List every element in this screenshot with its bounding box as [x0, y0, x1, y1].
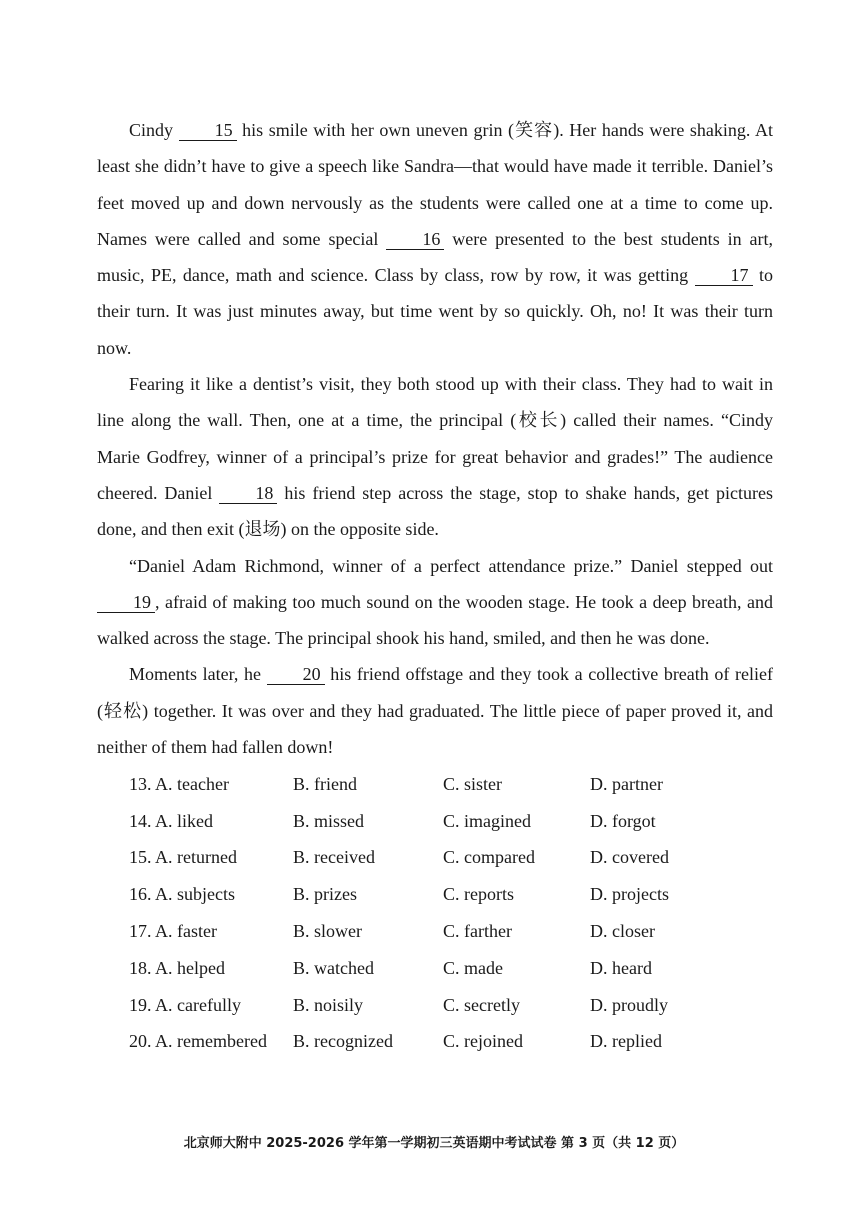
- passage-text: Moments later, he: [129, 664, 267, 685]
- option-a: 19. A. carefully: [129, 994, 241, 1015]
- passage-text: Fearing it like a dentist’s visit, they both stood up with their class. They had to wait in line along the wall. Then, one at a time, the principal (校长) called their names. “Cindy Marie Godfrey, winner of a principal’s prize for great behavior and grades!” The audience cheered. Daniel: [97, 374, 773, 503]
- option-a: 20. A. remembered: [129, 1031, 267, 1052]
- question-row: [129, 1024, 729, 1061]
- option-b: B. slower: [293, 921, 362, 942]
- passage-text: “Daniel Adam Richmond, winner of a perfect attendance prize.” Daniel stepped out: [129, 555, 773, 576]
- option-d: D. projects: [590, 884, 669, 905]
- option-d: D. proudly: [590, 994, 668, 1015]
- question-row: [129, 913, 729, 950]
- passage-text: , afraid of making too much sound on the wooden stage. He took a deep breath, and walked across the stage. The principal shook his hand, smiled, and then he was done.: [97, 591, 773, 649]
- page-footer: 北京师大附中 2025-2026 学年第一学期初三英语期中考试试卷 第 3 页（共 12 页）: [183, 1136, 685, 1151]
- option-a: 13. A. teacher: [129, 773, 229, 794]
- question-row: [129, 876, 729, 913]
- option-d: D. replied: [590, 1031, 662, 1052]
- blank-18: 18: [219, 483, 277, 504]
- question-row: [129, 766, 729, 803]
- option-b: B. watched: [293, 957, 374, 978]
- answer-options: [129, 766, 729, 1060]
- option-b: B. missed: [293, 810, 365, 831]
- option-b: B. prizes: [293, 884, 357, 905]
- option-a: 17. A. faster: [129, 921, 217, 942]
- passage-text: were presented to the best students in art, music, PE, dance, math and science. Class by class, row by row, it was getting: [97, 228, 773, 286]
- option-b: B. recognized: [293, 1031, 393, 1052]
- option-d: D. closer: [590, 921, 655, 942]
- paragraph-1: [97, 112, 773, 366]
- paragraph-4: [97, 656, 773, 765]
- blank-16: 16: [386, 229, 444, 250]
- question-row: [129, 840, 729, 877]
- paragraph-3: [97, 548, 773, 657]
- option-b: B. received: [293, 847, 375, 868]
- passage-text: to their turn. It was just minutes away, but time went by so quickly. Oh, no! It was their turn now.: [97, 265, 773, 358]
- option-b: B. friend: [293, 773, 357, 794]
- option-c: C. compared: [443, 847, 535, 868]
- option-b: B. noisily: [293, 994, 364, 1015]
- question-row: [129, 803, 729, 840]
- option-d: D. covered: [590, 847, 669, 868]
- option-d: D. partner: [590, 773, 663, 794]
- passage-text: his smile with her own uneven grin (笑容). Her hands were shaking. At least she didn’t have to give a speech like Sandra—that would have made it terrible. Daniel’s feet moved up and down nervously as the students were called one at a time to come up. Names were called and some special: [97, 120, 773, 249]
- passage-text: his friend offstage and they took a collective breath of relief (轻松) together. It was over and they had graduated. The little piece of paper proved it, and neither of them had fallen down!: [97, 664, 773, 758]
- question-row: [129, 987, 729, 1024]
- option-a: 15. A. returned: [129, 847, 237, 868]
- option-c: C. farther: [443, 921, 512, 942]
- option-c: C. reports: [443, 884, 514, 905]
- passage-text: Cindy: [129, 120, 179, 140]
- option-c: C. sister: [443, 773, 503, 794]
- blank-19: 19: [97, 592, 155, 613]
- blank-15: 15: [179, 120, 237, 141]
- option-a: 16. A. subjects: [129, 884, 235, 905]
- option-c: C. made: [443, 957, 503, 978]
- option-d: D. forgot: [590, 810, 656, 831]
- option-c: C. secretly: [443, 994, 520, 1015]
- passage-text: his friend step across the stage, stop to shake hands, get pictures done, and then exit (退场) on the opposite side.: [97, 482, 773, 540]
- blank-17: 17: [695, 265, 753, 286]
- blank-20: 20: [267, 664, 325, 685]
- option-a: 14. A. liked: [129, 810, 213, 831]
- option-d: D. heard: [590, 957, 652, 978]
- option-c: C. rejoined: [443, 1031, 523, 1052]
- question-row: [129, 950, 729, 987]
- option-c: C. imagined: [443, 810, 531, 831]
- paragraph-2: [97, 366, 773, 547]
- option-a: 18. A. helped: [129, 957, 225, 978]
- reading-passage: [97, 112, 773, 765]
